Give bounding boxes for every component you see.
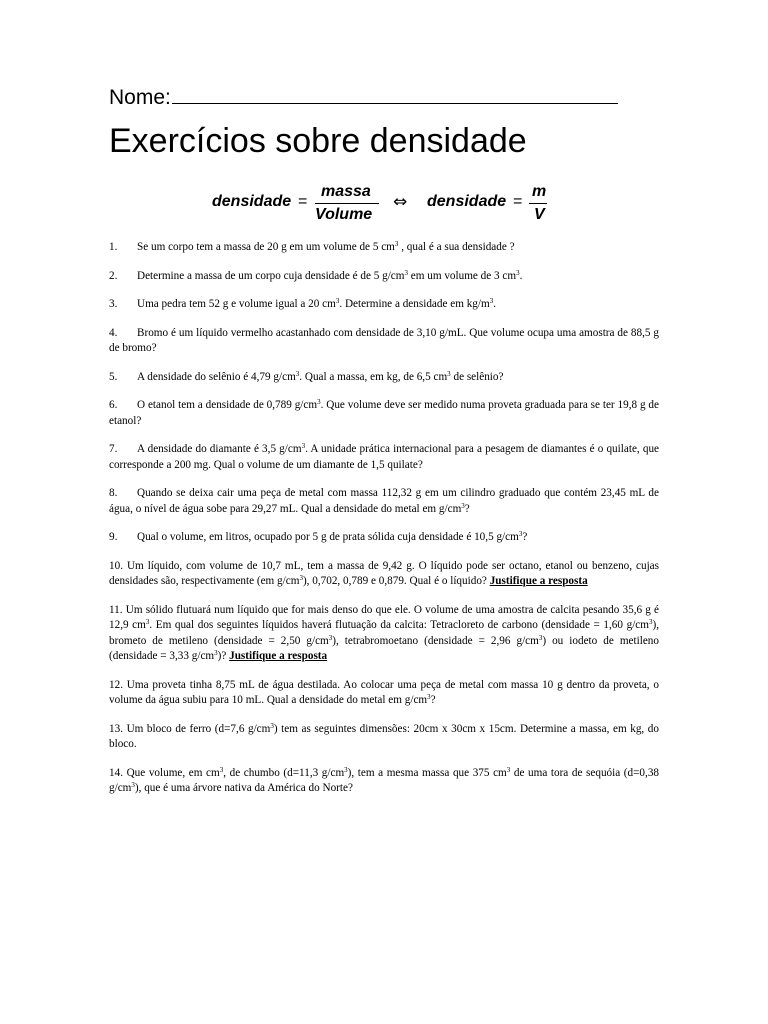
question-text: Se um corpo tem a massa de 20 g em um volume de 5 cm	[137, 241, 395, 253]
question-item	[109, 603, 659, 665]
question-item	[109, 370, 659, 386]
question-list	[109, 240, 659, 810]
question-text: A densidade do selênio é 4,79 g/cm	[137, 370, 296, 383]
question-text: ), tem a mesma massa que 375 cm	[347, 766, 507, 779]
superscript: 3	[538, 633, 543, 642]
formula-numerator-2: m	[532, 183, 547, 200]
question-text: ), 0,702, 0,789 e 0,879. Qual é o líquido?	[302, 575, 487, 587]
page-title: Exercícios sobre densidade	[109, 122, 527, 160]
question-item	[109, 678, 659, 709]
question-number: 10.	[109, 559, 127, 572]
question-text: . A unidade prática internacional para a pesagem de diamantes é o quilate, que corresponde a 200 mg. Qual o volume de um diamante de 1,5 quilate?	[109, 443, 659, 471]
question-item	[109, 722, 659, 753]
question-text: ), tetrabromoetano (densidade = 2,96 g/cm	[332, 634, 539, 647]
question-number: 7.	[109, 443, 118, 455]
question-item	[109, 766, 659, 797]
question-item	[109, 398, 659, 429]
superscript: 3	[447, 369, 451, 378]
name-blank-line[interactable]	[172, 84, 618, 104]
superscript: 3	[344, 765, 348, 774]
question-item	[109, 442, 659, 473]
superscript: 3	[317, 398, 321, 406]
question-text: , de chumbo (d=11,3 g/cm	[223, 766, 345, 779]
question-text: . Em qual dos seguintes líquidos haverá flutuação da calcita: Tetracloreto de carbono (densidade = 1,60 g/cm	[149, 619, 649, 631]
justify-answer-note: Justifique a resposta	[489, 575, 588, 587]
formula-denominator-1: Volume	[315, 206, 373, 223]
question-text: Uma pedra tem 52 g e volume igual a 20 cm	[137, 298, 336, 310]
superscript: 3	[214, 649, 218, 657]
superscript: 3	[219, 765, 224, 774]
question-text: Um líquido, com volume de 10,7 mL, tem a massa de 9,42 g. O líquido pode ser octano, etanol ou benzeno, cujas densidades são, respectivamente (em g/cm	[109, 559, 660, 587]
question-text: ) ou iodeto de metileno (densidade = 3,33 g/cm	[109, 634, 659, 662]
question-text: A densidade do diamante é 3,5 g/cm	[137, 443, 302, 455]
iff-symbol: ⇔	[393, 192, 408, 212]
name-field	[109, 84, 618, 110]
question-item	[109, 559, 659, 590]
superscript: 3	[145, 618, 150, 626]
question-text: O etanol tem a densidade de 0,789 g/cm	[137, 399, 318, 411]
fraction-bar-2	[529, 203, 547, 204]
question-text: ?	[430, 694, 436, 706]
question-text: Um sólido flutuará num líquido que for mais denso do que ele. O volume de uma amostra de calcita pesando 35,6 g é 12,9 cm	[109, 603, 659, 631]
formula-equals-1: =	[298, 193, 308, 210]
superscript: 3	[328, 633, 333, 642]
question-text: de uma tora de sequóia (d=0,38 g/cm	[109, 766, 660, 794]
question-item	[109, 240, 659, 256]
question-item	[109, 326, 659, 357]
superscript: 3	[518, 530, 523, 538]
question-text: Qual o volume, em litros, ocupado por 5 g de prata sólida cuja densidade é 10,5 g/cm	[137, 531, 519, 543]
formula-lhs-2: densidade	[427, 193, 507, 210]
question-number: 11.	[109, 603, 126, 616]
superscript: 3	[461, 501, 465, 510]
question-text: . Qual a massa, em kg, de 6,5 cm	[299, 370, 448, 383]
question-item	[109, 486, 659, 517]
question-text: ?	[464, 502, 470, 515]
question-text: .	[519, 269, 523, 282]
name-label: Nome:	[109, 86, 171, 109]
fraction-bar-1	[315, 203, 379, 204]
superscript: 3	[489, 297, 494, 305]
formula-equals-2: =	[513, 193, 523, 210]
question-text: , qual é a sua densidade ?	[398, 241, 515, 253]
superscript: 3	[335, 297, 340, 305]
question-number: 3.	[109, 298, 118, 310]
superscript: 3	[394, 240, 399, 248]
superscript: 3	[299, 574, 303, 582]
superscript: 3	[404, 268, 408, 277]
question-text: ) tem as seguintes dimensões: 20cm x 30cm x 15cm. Determine a massa, em kg, do bloco.	[109, 722, 659, 750]
superscript: 3	[270, 721, 274, 730]
question-text: em um volume de 3 cm	[407, 269, 517, 282]
question-text: Bromo é um líquido vermelho acastanhado com densidade de 3,10 g/mL. Que volume ocupa uma amostra de 88,5 g de bromo?	[109, 326, 659, 354]
superscript: 3	[131, 781, 135, 789]
question-text: ?	[522, 531, 528, 543]
question-text: .	[493, 298, 496, 310]
question-number: 12.	[109, 678, 127, 691]
question-text: ), brometo de metileno (densidade = 2,50 g/cm	[109, 619, 659, 647]
question-number: 1.	[109, 241, 118, 253]
question-text: )?	[217, 650, 227, 662]
formula-numerator-1: massa	[321, 183, 371, 200]
justify-answer-note: Justifique a resposta	[229, 650, 328, 662]
superscript: 3	[301, 442, 306, 450]
superscript: 3	[295, 369, 300, 378]
question-number: 14.	[109, 766, 127, 779]
question-number: 13.	[109, 722, 127, 735]
density-formula	[212, 181, 552, 229]
question-number: 6.	[109, 399, 118, 411]
question-item	[109, 297, 659, 313]
question-number: 9.	[109, 531, 118, 543]
superscript: 3	[427, 693, 431, 701]
question-text: Um bloco de ferro (d=7,6 g/cm	[126, 722, 271, 735]
formula-lhs-1: densidade	[212, 193, 292, 210]
formula-denominator-2: V	[534, 206, 545, 223]
question-text: de selênio?	[450, 370, 504, 383]
question-number: 8.	[109, 487, 118, 499]
question-text: Uma proveta tinha 8,75 mL de água destilada. Ao colocar uma peça de metal com massa 10 g dentro da proveta, o volume da água subiu para 10 mL. Qual a densidade do metal em g/cm	[109, 678, 659, 706]
superscript: 3	[648, 618, 653, 626]
question-text: Determine a massa de um corpo cuja densidade é de 5 g/cm	[137, 269, 405, 282]
superscript: 3	[506, 765, 511, 774]
question-text: ), que é uma árvore nativa da América do Norte?	[134, 782, 353, 794]
question-text: Quando se deixa cair uma peça de metal com massa 112,32 g em um cilindro graduado que contém 23,45 mL de água, o nível de água sobe para 29,27 mL. Qual a densidade do metal em g/cm	[109, 487, 659, 515]
superscript: 3	[516, 268, 520, 277]
question-number: 4.	[109, 326, 118, 339]
question-item	[109, 269, 659, 285]
question-text: . Que volume deve ser medido numa proveta graduada para se ter 19,8 g de etanol?	[109, 399, 659, 427]
question-number: 5.	[109, 370, 118, 383]
question-item	[109, 530, 659, 546]
question-text: Que volume, em cm	[126, 766, 220, 779]
question-text: . Determine a densidade em kg/m	[339, 298, 490, 310]
question-number: 2.	[109, 269, 118, 282]
